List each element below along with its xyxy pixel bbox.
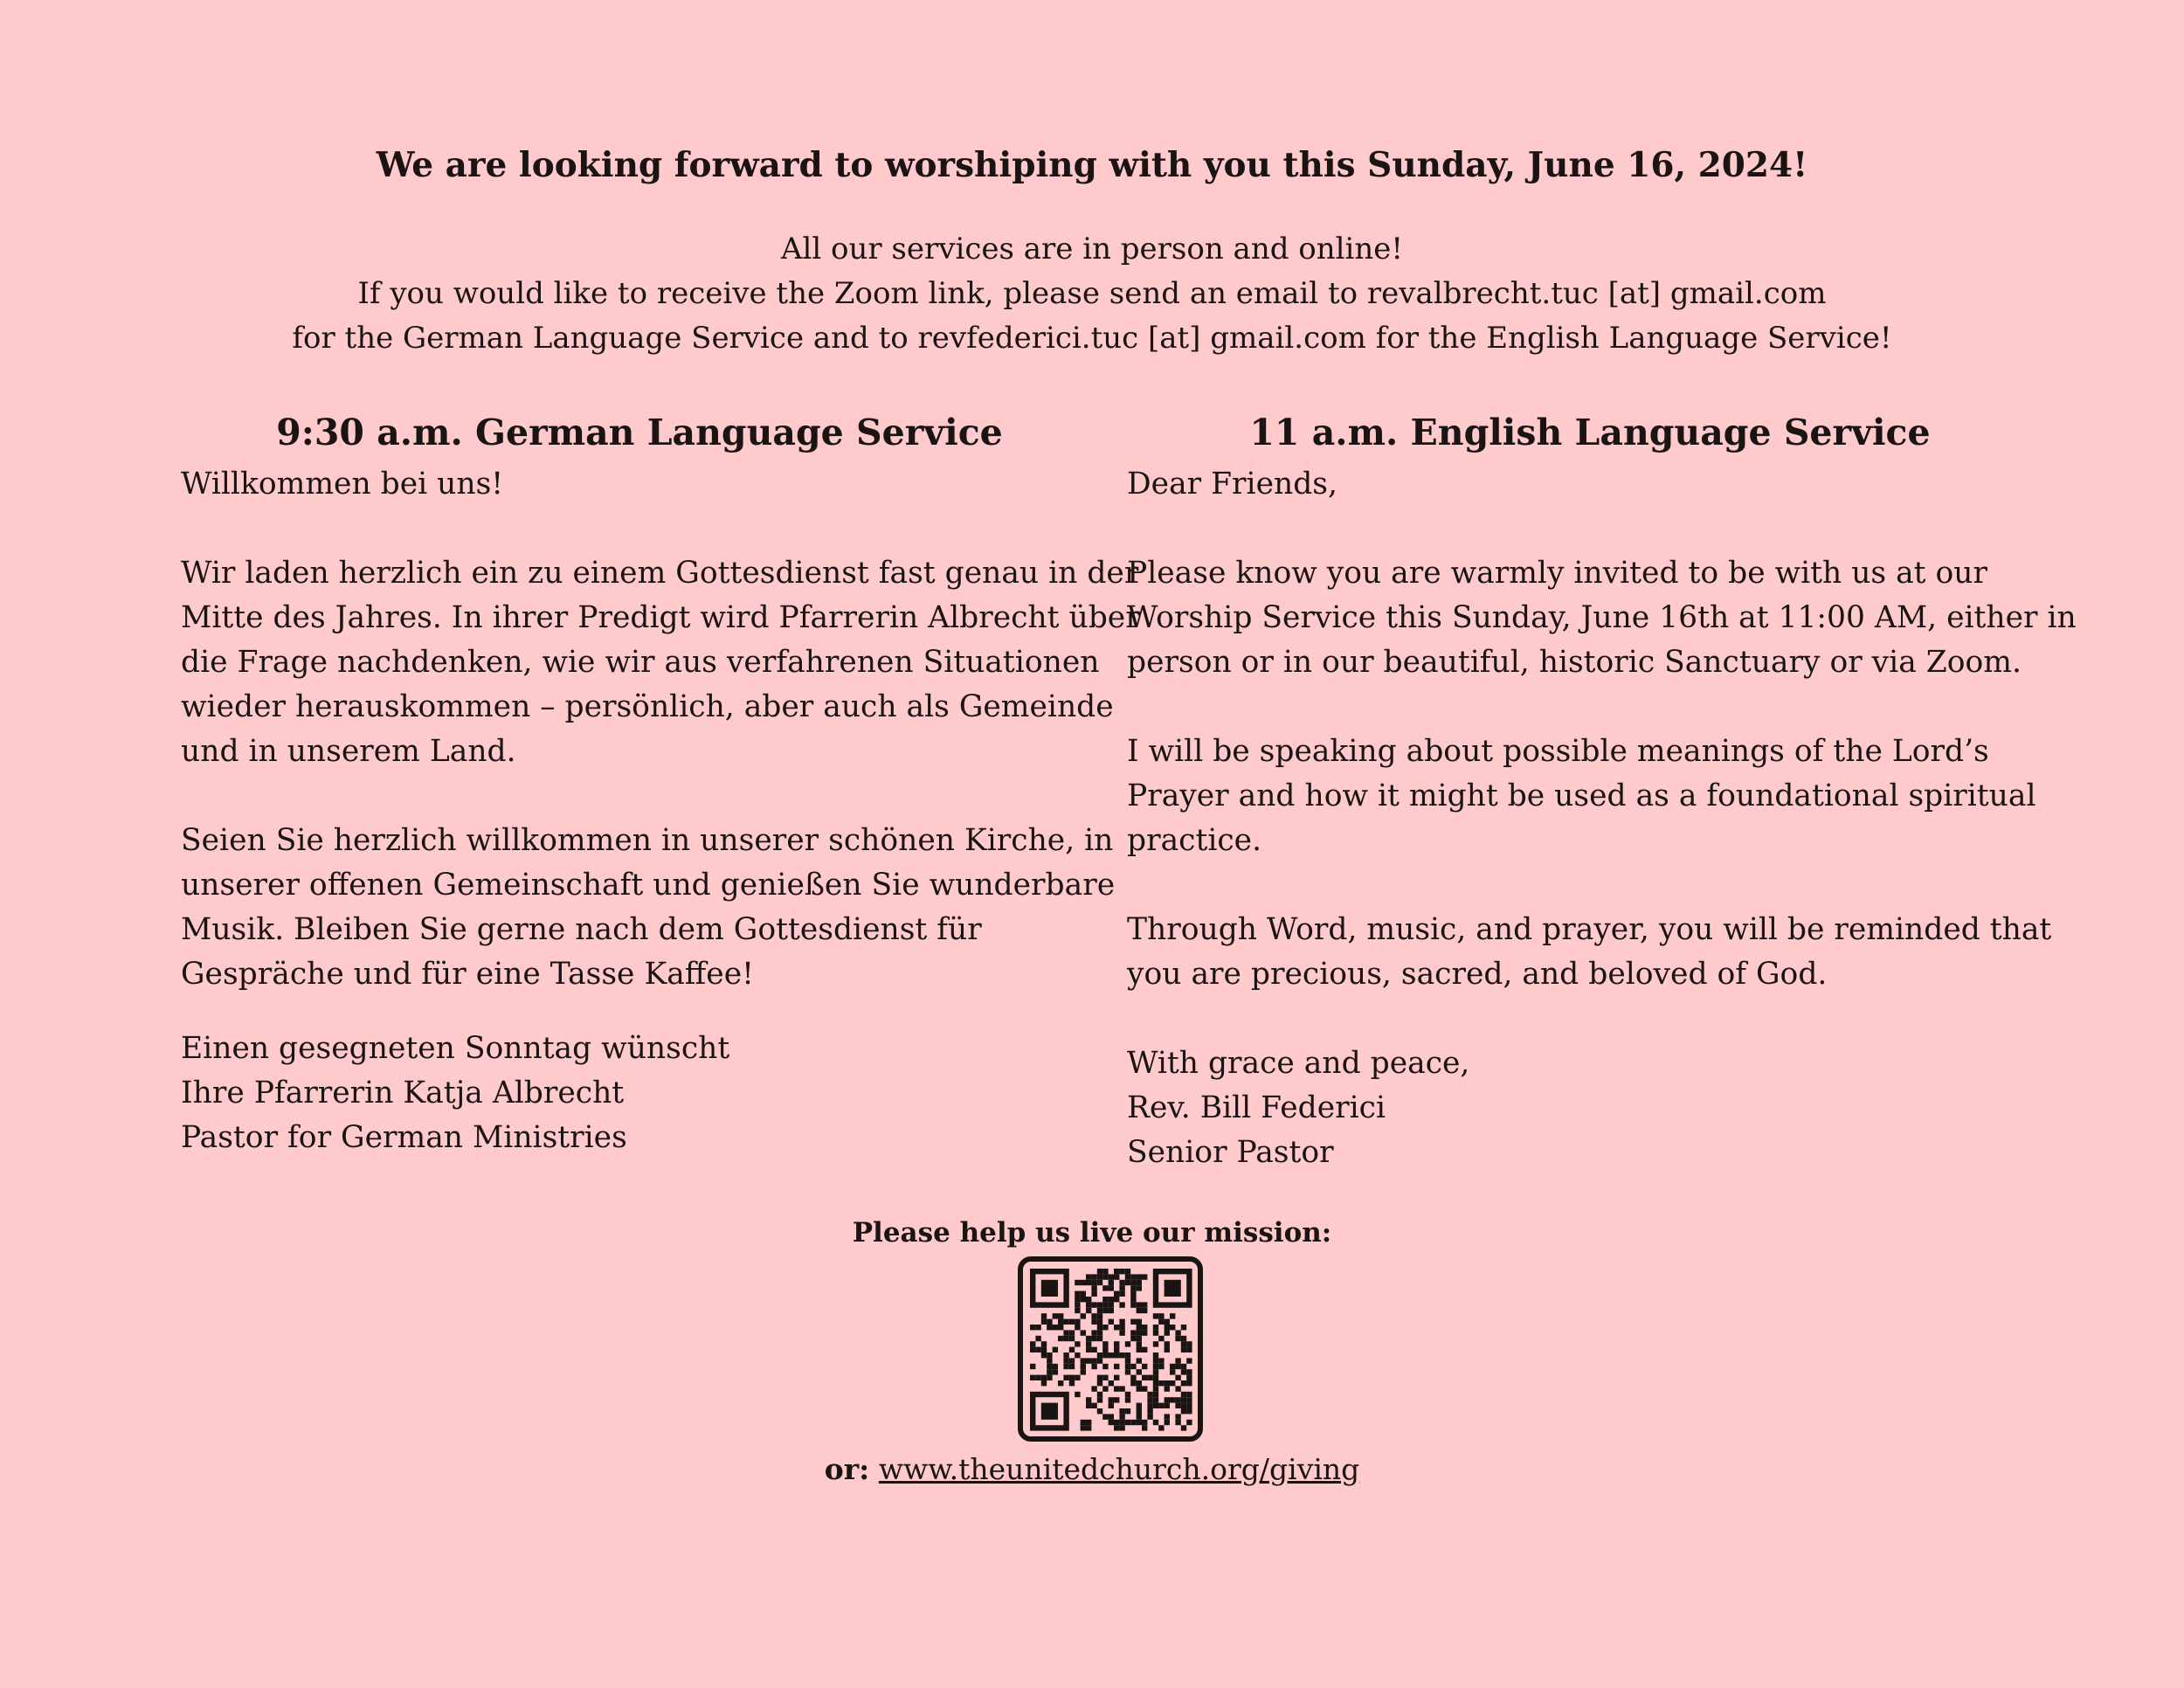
- page-title: We are looking forward to worshiping with you this Sunday, June 16, 2024!: [376, 145, 1808, 185]
- giving-line: [0, 1449, 2184, 1491]
- intro-line: All our services are in person and online!: [780, 232, 1404, 266]
- paragraph-line: die Frage nachdenken, wie wir aus verfahrenen Situationen: [181, 645, 1100, 680]
- signoff-line: Einen gesegneten Sonntag wünscht: [181, 1031, 730, 1066]
- english-service-title: 11 a.m. English Language Service: [1249, 412, 1931, 453]
- intro-line: If you would like to receive the Zoom link, please send an email to revalbrecht.tuc [at] gmail.com: [357, 276, 1827, 311]
- signoff-line: With grace and peace,: [1127, 1046, 1470, 1081]
- signoff-line: Pastor for German Ministries: [181, 1120, 627, 1155]
- german-service-body: [181, 462, 1140, 1160]
- german-service-column: [181, 408, 1140, 1160]
- greeting: Willkommen bei uns!: [181, 467, 504, 502]
- paragraph-line: Please know you are warmly invited to be with us at our: [1127, 556, 1987, 591]
- qr-code-icon[interactable]: [1018, 1256, 1203, 1442]
- paragraph-line: person or in our beautiful, historic Sanctuary or via Zoom.: [1127, 645, 2022, 680]
- signoff-line: Rev. Bill Federici: [1127, 1090, 1386, 1125]
- paragraph-line: I will be speaking about possible meanings of the Lord’s: [1127, 734, 1989, 769]
- paragraph-line: Seien Sie herzlich willkommen in unserer schönen Kirche, in: [181, 823, 1114, 858]
- giving-link[interactable]: www.theunitedchurch.org/giving: [878, 1452, 1360, 1486]
- german-service-title: 9:30 a.m. German Language Service: [276, 412, 1003, 453]
- paragraph-line: Worship Service this Sunday, June 16th at 11:00 AM, either in: [1127, 600, 2077, 635]
- paragraph-line: Gespräche und für eine Tasse Kaffee!: [181, 957, 754, 992]
- paragraph-line: Wir laden herzlich ein zu einem Gottesdienst fast genau in der: [181, 556, 1139, 591]
- paragraph-line: Musik. Bleiben Sie gerne nach dem Gottesdienst für: [181, 912, 982, 947]
- paragraph-line: Mitte des Jahres. In ihrer Predigt wird Pfarrerin Albrecht über: [181, 600, 1140, 635]
- or-label: or:: [824, 1452, 870, 1486]
- paragraph-line: Prayer and how it might be used as a foundational spiritual: [1127, 778, 2036, 813]
- greeting: Dear Friends,: [1127, 467, 1337, 502]
- english-service-body: [1127, 462, 2077, 1175]
- mission-heading: Please help us live our mission:: [852, 1217, 1332, 1249]
- paragraph-line: und in unserem Land.: [181, 734, 516, 769]
- signoff-line: Senior Pastor: [1127, 1135, 1334, 1170]
- paragraph-line: Through Word, music, and prayer, you will be reminded that: [1127, 912, 2052, 947]
- paragraph-line: unserer offenen Gemeinschaft und genießen Sie wunderbare: [181, 868, 1116, 903]
- english-service-column: [1127, 408, 2077, 1175]
- signoff-line: Ihre Pfarrerin Katja Albrecht: [181, 1076, 625, 1110]
- intro-text: [0, 227, 2184, 361]
- paragraph-line: you are precious, sacred, and beloved of God.: [1127, 957, 1828, 992]
- intro-line: for the German Language Service and to revfederici.tuc [at] gmail.com for the English Language Service!: [292, 321, 1892, 356]
- qr-code-graphic[interactable]: [1018, 1256, 1203, 1442]
- paragraph-line: wieder herauskommen – persönlich, aber auch als Gemeinde: [181, 689, 1114, 724]
- paragraph-line: practice.: [1127, 823, 1262, 858]
